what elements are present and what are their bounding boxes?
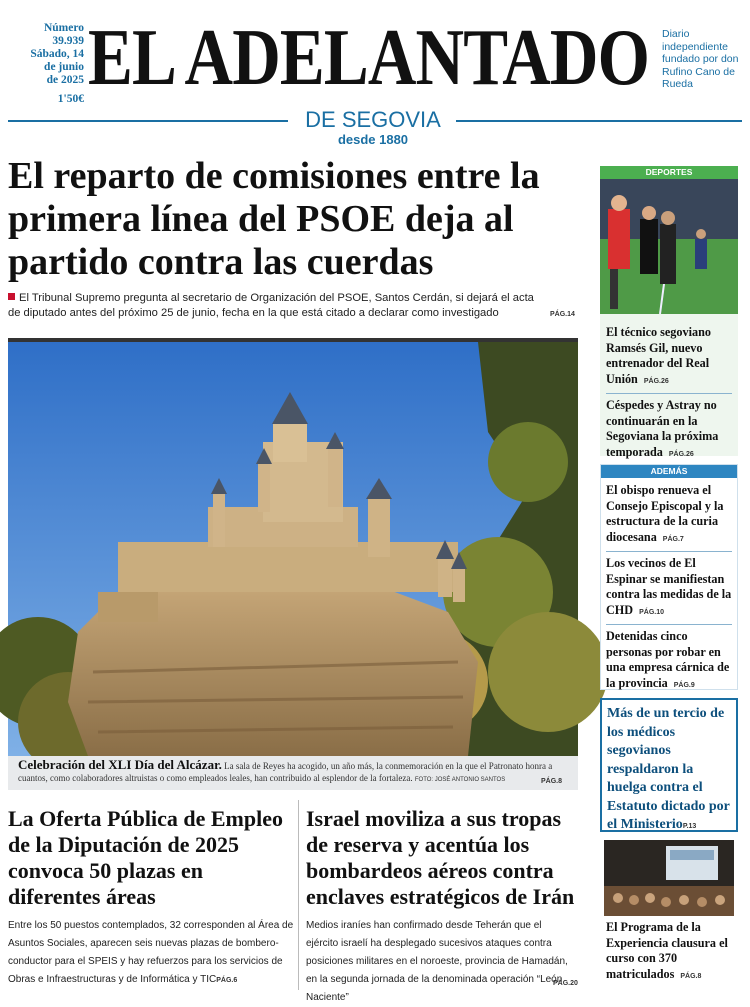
lead-headline[interactable]: El reparto de comisiones entre la primera línea del PSOE deja al partido contra las cuerdas [8, 155, 540, 283]
experiencia-text: El Programa de la Experiencia clausura el curso con 370 matriculados [606, 920, 728, 981]
column-divider [298, 800, 299, 990]
caption-title: Celebración del XLI Día del Alcázar. [18, 757, 222, 772]
story-right-body [306, 917, 576, 1007]
deportes-label: DEPORTES [600, 166, 738, 179]
founded-year: desde 1880 [337, 132, 409, 147]
deportes-item[interactable] [600, 319, 738, 389]
divider [606, 624, 732, 625]
medicos-page: P.13 [682, 823, 697, 830]
photo-caption [8, 756, 578, 790]
ademas-item-page: PÁG.7 [662, 535, 684, 543]
date-line: de 2025 [46, 74, 84, 86]
divider [606, 551, 732, 552]
deportes-item[interactable] [600, 398, 738, 462]
price: 1'50€ [57, 93, 84, 105]
lead-subheadline-text: El Tribunal Supremo pregunta al secretario de Organización del PSOE, Santos Cerdán, si dejará el acta de diputado antes del próximo 25 de junio, fecha en la que está citado a declarar como investigado [8, 292, 534, 319]
deportes-item-page: PÁG.26 [643, 377, 669, 385]
date-line: Sábado, 14 [30, 48, 84, 60]
masthead-rule-right [456, 120, 742, 122]
ademas-item-page: PÁG.10 [639, 608, 664, 616]
caption-page-ref: PÁG.8 [541, 778, 563, 785]
ademas-box [600, 464, 738, 690]
medicos-headline: Más de un tercio de los médicos segovianos respaldaron la huelga contra el Estatuto dictado por el Ministerio [607, 706, 730, 832]
deportes-item-page: PÁG.26 [668, 450, 694, 458]
story-right-text: Medios iraníes han confirmado desde Teherán que el ejército israelí ha desplegado sucesivos ataques contra posiciones militares en el noroeste, provincia de Hamadán, en la segunda jornada de la denominada operación “León Naciente” [306, 920, 568, 1003]
story-left-headline[interactable]: La Oferta Pública de Empleo de la Diputación de 2025 convoca 50 plazas en diferentes áreas [8, 806, 283, 909]
issue-info [8, 22, 84, 106]
football-photo [600, 179, 738, 314]
ademas-item-text: Detenidas cinco personas por robar en una empresa cárnica de la provincia [606, 629, 730, 690]
date-line: de junio [44, 61, 84, 73]
masthead-rule-left [8, 120, 288, 122]
deportes-box [600, 166, 738, 459]
divider [606, 393, 732, 394]
ademas-item-page: PÁG.9 [673, 681, 695, 689]
ademas-label: ADEMÁS [601, 465, 737, 478]
caption-text: La sala de Reyes ha acogido, un año más, la conmemoración en la que el Patronato honra a cuantos, como colaboradores altruistas o como empleados leales, han contribuido al esplendor de la fortaleza. [18, 761, 553, 783]
story-right-page-ref: PÁG.20 [553, 980, 578, 987]
story-left-page-ref: PÁG.6 [216, 977, 238, 984]
experiencia-item[interactable] [606, 920, 736, 984]
experiencia-photo [604, 840, 734, 916]
bullet-square-icon [8, 293, 15, 300]
issue-label: Número [43, 22, 84, 34]
auditorium-illustration [604, 840, 734, 916]
lead-subheadline [8, 291, 548, 321]
ademas-item[interactable] [601, 629, 737, 693]
story-left-body [8, 917, 294, 990]
ademas-item-text: El obispo renueva el Consejo Episcopal y la estructura de la curia diocesana [606, 483, 724, 544]
lead-page-ref: PÁG.14 [550, 311, 575, 318]
ademas-item[interactable] [601, 556, 737, 620]
deportes-item-text: Céspedes y Astray no continuarán en la Segoviana la próxima temporada [606, 398, 719, 459]
story-left-text: Entre los 50 puestos contemplados, 32 corresponden al Área de Asuntos Sociales, aparecen seis nuevas plazas de bombero-conductor para el SPEIS y hay refuerzos para los servicios de Obras e Infraestructuras y de Informática y TIC [8, 920, 294, 985]
medicos-box[interactable] [600, 698, 738, 832]
ademas-item[interactable] [601, 478, 737, 547]
founder-note: Diario independiente fundado por don Rufino Cano de Rueda [662, 28, 739, 90]
photo-credit: FOTO: JOSÉ ANTONIO SANTOS [414, 777, 506, 783]
newspaper-subtitle: DE SEGOVIA [305, 107, 441, 132]
ademas-item-text: Los vecinos de El Espinar se manifiestan contra las medidas de la CHD [606, 556, 732, 617]
experiencia-page: PÁG.8 [680, 972, 702, 980]
deportes-item-text: El técnico segoviano Ramsés Gil, nuevo entrenador del Real Unión [606, 325, 711, 386]
issue-number: 39.939 [52, 35, 84, 47]
alcazar-photo [8, 338, 578, 756]
alcazar-castle-illustration [8, 342, 578, 756]
story-right-headline[interactable]: Israel moviliza a sus tropas de reserva y acentúa los bombardeos aéreos contra enclaves estratégicos de Irán [306, 806, 575, 909]
newspaper-title: EL ADELANTADO [88, 14, 650, 102]
